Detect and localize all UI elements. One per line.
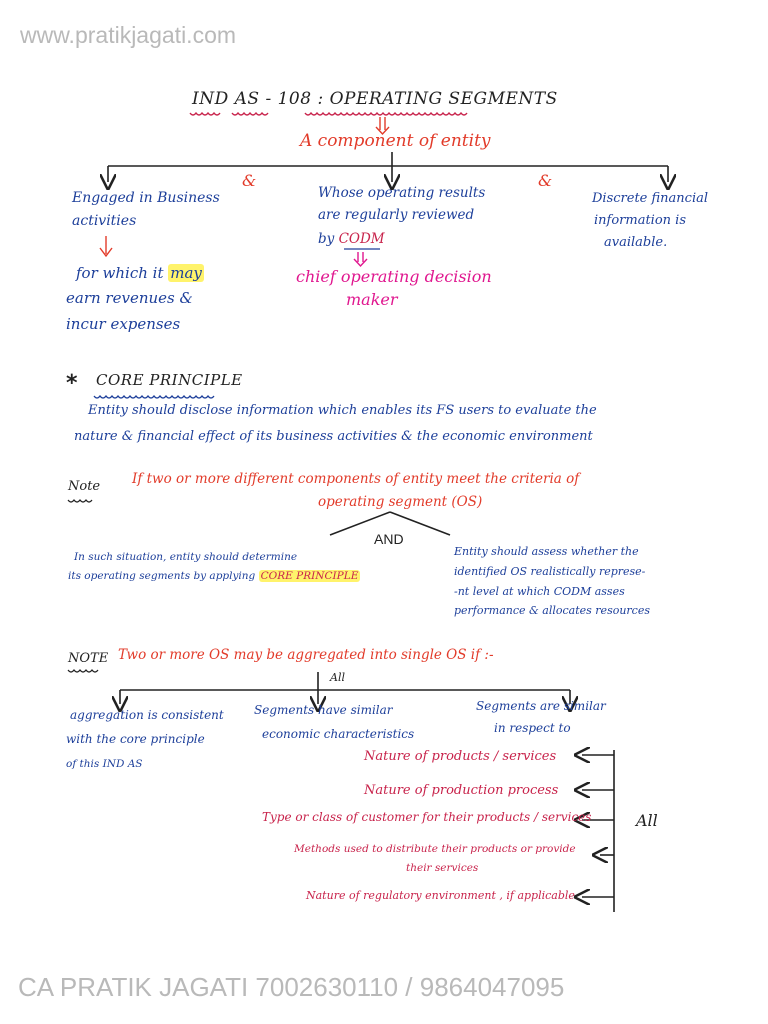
note2-label: NOTE [68, 651, 109, 666]
note2-b2-line2: economic characteristics [262, 727, 415, 741]
note2-b1-line1: aggregation is consistent [70, 708, 224, 722]
note1-left-text: its operating segments by applying [68, 570, 256, 582]
note1-line1: If two or more different components of entity meet the criteria of [132, 471, 580, 487]
criteria-item: Methods used to distribute their products or provide [294, 843, 576, 855]
branch-left-line1: Engaged in Business [72, 190, 220, 206]
branch-mid-sub-line1: chief operating decision [296, 267, 492, 286]
branch-left-line2: activities [72, 213, 137, 229]
note1-line2: operating segment (OS) [318, 494, 483, 510]
note2-b2-line1: Segments have similar [254, 703, 393, 717]
branch-right-line2: information is [594, 213, 687, 228]
branch-left-sub-line1 [76, 265, 204, 282]
title-underline-3 [305, 113, 467, 115]
branch-left-sub-line3: incur expenses [66, 315, 181, 333]
note1-left-line2 [68, 570, 360, 582]
and-label: AND [374, 531, 404, 547]
note1-right-line4: performance & allocates resources [454, 604, 650, 617]
criteria-item: Nature of production process [364, 783, 559, 798]
may-highlight: may [170, 264, 202, 282]
note2-b1-line2: with the core principle [66, 732, 205, 746]
watermark-bottom: CA PRATIK JAGATI 7002630110 / 9864047095 [18, 972, 565, 1002]
branch-mid-line1: Whose operating results [318, 185, 486, 201]
note1-right-line1: Entity should assess whether the [454, 545, 639, 558]
branch-right-line1: Discrete financial [592, 191, 709, 206]
all-right-label: All [636, 811, 658, 830]
branch-right-line3: available. [604, 235, 668, 250]
by-text: by [318, 231, 335, 247]
note2-b1-line3: of this IND AS [66, 758, 143, 770]
note2-all: All [330, 671, 345, 684]
core-principle-highlight: CORE PRINCIPLE [260, 570, 359, 582]
amp-right: & [538, 171, 553, 190]
branch-mid-sub-line2: maker [346, 290, 398, 309]
note1-left-line1: In such situation, entity should determine [74, 551, 298, 563]
note1-right-line2: identified OS realistically represe- [454, 565, 646, 578]
core-line2: nature & financial effect of its business activities & the economic environment [74, 429, 593, 444]
note2-b3-line2: in respect to [494, 721, 571, 735]
amp-left: & [242, 171, 257, 190]
page-title: IND AS - 108 : OPERATING SEGMENTS [192, 89, 558, 109]
core-heading: CORE PRINCIPLE [96, 371, 243, 389]
criteria-item: Type or class of customer for their products / services [262, 810, 592, 824]
criteria-item: their services [406, 862, 479, 874]
note1-label: Note [68, 479, 101, 494]
note2-b3-line1: Segments are similar [476, 699, 606, 713]
branch-left-sub-text: for which it [76, 264, 164, 282]
branch-mid-line3 [318, 232, 385, 248]
codm-text: CODM [338, 231, 385, 247]
core-star: * [66, 371, 78, 396]
branch-mid-line2: are regularly reviewed [318, 207, 475, 223]
title-underline-2 [232, 113, 268, 115]
watermark-top: www.pratikjagati.com [20, 22, 237, 48]
note1-right-line3: -nt level at which CODM asses [454, 585, 625, 598]
branch-left-sub-line2: earn revenues & [66, 289, 193, 307]
title-underline-1 [190, 113, 220, 115]
criteria-item: Nature of regulatory environment , if applicable [306, 889, 575, 902]
note2-text: Two or more OS may be aggregated into single OS if :- [118, 647, 494, 663]
criteria-item: Nature of products / services [364, 749, 557, 764]
core-line1: Entity should disclose information which enables its FS users to evaluate the [88, 403, 597, 418]
component-label: A component of entity [300, 131, 491, 151]
